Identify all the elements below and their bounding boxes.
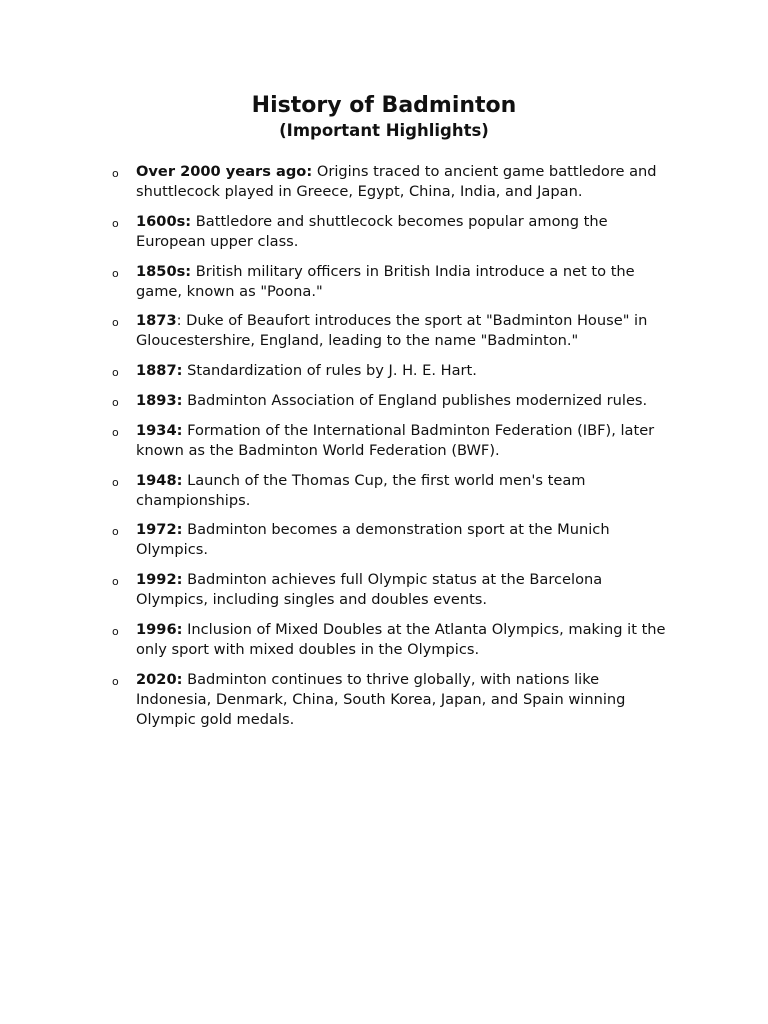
item-date: 1948: [136, 471, 183, 489]
list-item [0, 391, 676, 411]
list-item [0, 361, 676, 381]
item-text: Inclusion of Mixed Doubles at the Atlanta Olympics, making it the only sport with mixed doubles in the Olympics. [136, 620, 666, 658]
page-subtitle: (Important Highlights) [279, 121, 489, 140]
item-date: 2020: [136, 670, 183, 688]
bullet-icon: o [112, 525, 119, 539]
list-item [0, 670, 676, 730]
item-text: Standardization of rules by J. H. E. Hart. [182, 362, 477, 380]
item-date: 1996: [136, 620, 183, 638]
item-date: 1887: [136, 362, 183, 380]
bullet-icon: o [112, 316, 119, 330]
list-item [0, 421, 676, 461]
list-item [0, 520, 676, 560]
item-text: Origins traced to ancient game battledore and shuttlecock played in Greece, Egypt, China, India, and Japan. [136, 163, 657, 200]
item-date: 1934: [136, 421, 183, 439]
item-date: 1992: [136, 571, 183, 589]
bullet-icon: o [112, 575, 119, 589]
bullet-icon: o [112, 674, 119, 688]
list-item [0, 311, 676, 351]
item-text: Badminton continues to thrive globally, with nations like Indonesia, Denmark, China, South Korea, Japan, and Spain winning Olympic gold medals. [136, 670, 626, 728]
list-item [0, 471, 676, 511]
item-text: Launch of the Thomas Cup, the first world men's team championships. [136, 471, 586, 509]
item-date: 1972: [136, 521, 183, 539]
item-text: Badminton achieves full Olympic status at the Barcelona Olympics, including singles and doubles events. [136, 571, 603, 609]
bullet-icon: o [112, 624, 119, 638]
list-item [0, 570, 676, 610]
item-date: 1600s: [136, 212, 192, 230]
bullet-icon: o [112, 475, 119, 489]
item-text: British military officers in British India introduce a net to the game, known as "Poona." [136, 262, 635, 300]
bullet-icon: o [112, 216, 119, 230]
item-date: Over 2000 years ago: [136, 163, 313, 180]
page-title: History of Badminton [251, 93, 517, 118]
item-date: 1893: [136, 391, 183, 409]
list-item [0, 212, 676, 252]
bullet-icon: o [112, 366, 119, 380]
item-text: Formation of the International Badminton Federation (IBF), later known as the Badminton World Federation (BWF). [136, 421, 655, 459]
timeline-list [0, 162, 768, 740]
bullet-icon: o [112, 167, 119, 180]
item-text: Battledore and shuttlecock becomes popular among the European upper class. [136, 212, 608, 250]
bullet-icon: o [112, 395, 119, 409]
list-item [0, 162, 676, 202]
item-date: 1873 [136, 312, 177, 330]
item-text: Badminton becomes a demonstration sport at the Munich Olympics. [136, 521, 610, 559]
bullet-icon: o [112, 425, 119, 439]
item-text: Badminton Association of England publishes modernized rules. [182, 391, 648, 409]
list-item [0, 262, 676, 302]
item-date: 1850s: [136, 262, 192, 280]
bullet-icon: o [112, 266, 119, 280]
list-item [0, 620, 676, 660]
item-text: : Duke of Beaufort introduces the sport at "Badminton House" in Gloucestershire, England, leading to the name "Badminton." [136, 312, 648, 350]
